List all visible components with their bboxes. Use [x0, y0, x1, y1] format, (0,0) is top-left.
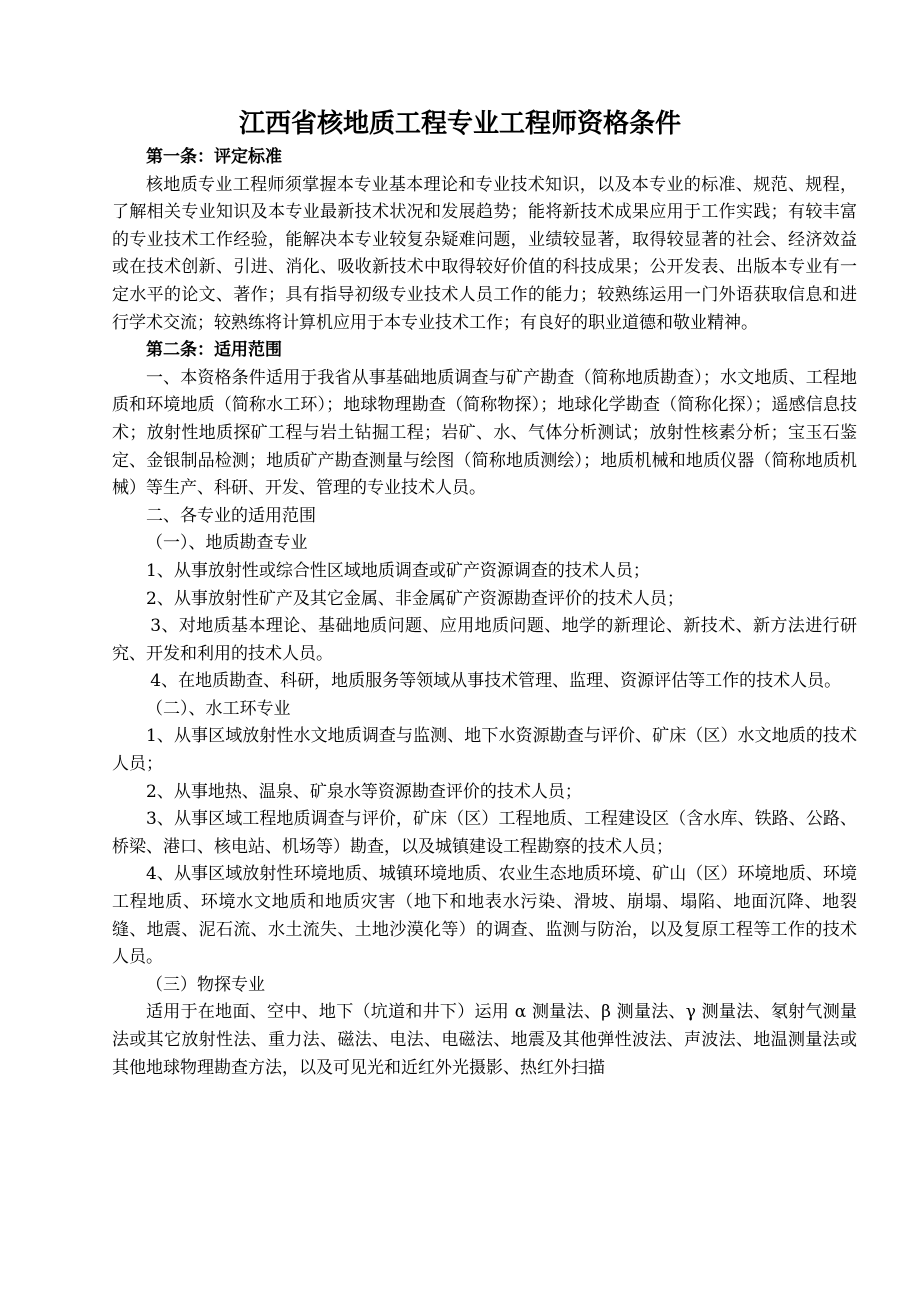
article1-paragraph: 核地质专业工程师须掌握本专业基本理论和专业技术知识，以及本专业的标准、规范、规程，了解相关专业知识及本专业最新技术状况和发展趋势；能将新技术成果应用于工作实践；有较丰富的专业技术工作经验，能解决本专业较复杂疑难问题，业绩较显著，取得较显著的社会、经济效益或在技术创新、引进、消化、吸收新技术中取得较好价值的科技成果；公开发表、出版本专业有一定水平的论文、著作；具有指导初级专业技术人员工作的能力；较熟练运用一门外语获取信息和进行学术交流；较熟练将计算机应用于本专业技术工作；有良好的职业道德和敬业精神。 — [112, 174, 857, 333]
geophysics-paragraph: 适用于在地面、空中、地下（坑道和井下）运用 α 测量法、β 测量法、γ 测量法、氡射气测量法或其它放射性法、重力法、磁法、电法、电磁法、地震及其他弹性波法、声波法、地温测量法或其他地球物理勘查方法，以及可见光和近红外光摄影、热红外扫描 — [112, 1002, 857, 1078]
geology-item-3: 3、对地质基本理论、基础地质问题、应用地质问题、地学的新理论、新技术、新方法进行研究、开发和利用的技术人员。 — [112, 616, 857, 664]
geology-item-4: 4、在地质勘查、科研，地质服务等领域从事技术管理、监理、资源评估等工作的技术人员。 — [150, 671, 842, 692]
hydro-section-heading: （二）、水工环专业 — [146, 698, 291, 719]
document-title: 江西省核地质工程专业工程师资格条件 — [238, 109, 681, 139]
scope-paragraph-2: 二、各专业的适用范围 — [146, 505, 316, 526]
article2-heading: 第二条：适用范围 — [146, 340, 282, 361]
geophysics-section-heading: （三）物探专业 — [146, 974, 265, 995]
geology-section-heading: （一）、地质勘查专业 — [146, 533, 308, 554]
hydro-item-3: 3、从事区域工程地质调查与评价，矿床（区）工程地质、工程建设区（含水库、铁路、公路、桥梁、港口、核电站、机场等）勘查，以及城镇建设工程勘察的技术人员； — [112, 809, 857, 857]
document-body — [112, 144, 857, 1082]
scope-paragraph-1: 一、本资格条件适用于我省从事基础地质调查与矿产勘查（简称地质勘查）；水文地质、工程地质和环境地质（简称水工环）；地球物理勘查（简称物探）；地球化学勘查（简称化探）；遥感信息技术；放射性地质探矿工程与岩土钻掘工程；岩矿、水、气体分析测试；放射性核素分析；宝玉石鉴定、金银制品检测；地质矿产勘查测量与绘图（简称地质测绘）；地质机械和地质仪器（简称地质机械）等生产、科研、开发、管理的专业技术人员。 — [112, 367, 857, 499]
geology-item-1: 1、从事放射性或综合性区域地质调查或矿产资源调查的技术人员； — [146, 560, 650, 581]
hydro-item-4: 4、从事区域放射性环境地质、城镇环境地质、农业生态地质环境、矿山（区）环境地质、环境工程地质、环境水文地质和地质灾害（地下和地表水污染、滑坡、崩塌、塌陷、地面沉降、地裂缝、地震、泥石流、水土流失、土地沙漠化等）的调查、监测与防治，以及复原工程等工作的技术人员。 — [112, 864, 857, 968]
hydro-item-2: 2、从事地热、温泉、矿泉水等资源勘查评价的技术人员； — [146, 781, 582, 802]
hydro-item-1: 1、从事区域放射性水文地质调查与监测、地下水资源勘查与评价、矿床（区）水文地质的技术人员； — [112, 726, 857, 775]
article1-heading: 第一条：评定标准 — [146, 147, 282, 167]
geology-item-2: 2、从事放射性矿产及其它金属、非金属矿产资源勘查评价的技术人员； — [146, 588, 684, 609]
